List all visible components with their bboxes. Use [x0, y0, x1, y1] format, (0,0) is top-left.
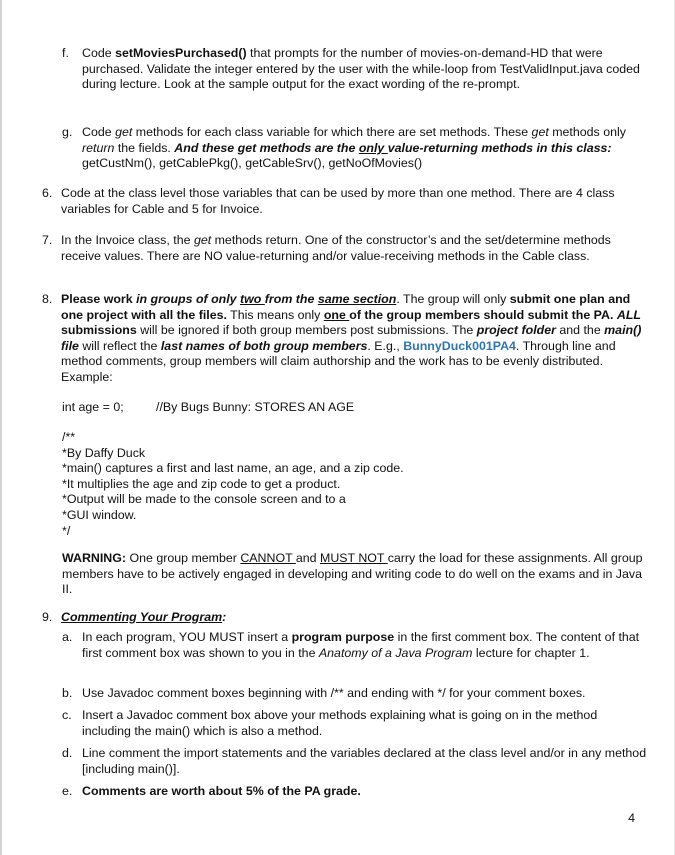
- list-item-text: Insert a Javadoc comment box above your methods explaining what is going on in the method including the main() which is also a method.: [82, 708, 598, 738]
- list-item-9a: [62, 630, 647, 661]
- list-label: 8.: [42, 292, 53, 306]
- list-item-9e: [62, 784, 647, 800]
- page-number: 4: [628, 811, 635, 825]
- list-item-text: Code get methods for each class variable for which there are set methods. These get methods only return the fields. And these get methods are the only value-returning methods in this class: getCustNm(), getCablePkg(), getCableSrv(), getNoOfMovies(): [82, 125, 626, 171]
- list-item-text: Comments are worth about 5% of the PA grade.: [82, 784, 361, 798]
- list-item-7: [42, 233, 647, 264]
- list-item-8: [42, 292, 647, 386]
- list-item-text: Please work in groups of only two from the same section. The group will only submit one plan and one project with all the files. This means only one of the group members should submit the PA. ALL submissions will be ignored if both group members post submissions. The project folder and the main() file will reflect the last names of both group members. E.g., BunnyDuck001PA4. Through line and method comments, group members will claim authorship and the work has to be evenly distributed. Example:: [61, 292, 642, 384]
- example-folder-name: BunnyDuck001PA4: [403, 338, 516, 353]
- section-heading: Commenting Your Program:: [61, 610, 227, 624]
- code-javadoc-block: [62, 430, 404, 539]
- list-label: d.: [62, 746, 73, 760]
- code-block-line: *By Daffy Duck: [62, 445, 146, 460]
- list-item-f: [62, 46, 647, 93]
- list-label: 9.: [42, 610, 53, 624]
- warning-paragraph: [62, 551, 647, 598]
- code-block-line: *main() captures a first and last name, an age, and a zip code.: [62, 461, 404, 476]
- warning-text: WARNING: One group member CANNOT and MUST NOT carry the load for these assignments. All group members have to be actively engaged in developing and writing code to do well on the exams and in Java II.: [62, 551, 643, 597]
- code-statement: int age = 0;: [62, 400, 124, 414]
- list-label: a.: [62, 630, 73, 644]
- code-comment: //By Bugs Bunny: STORES AN AGE: [156, 400, 355, 414]
- list-item-9: [42, 610, 647, 626]
- code-block-line: /**: [62, 430, 76, 444]
- list-label: c.: [62, 708, 72, 722]
- code-line-comment: [62, 400, 355, 416]
- list-item-g: [62, 125, 647, 172]
- list-label: e.: [62, 784, 73, 798]
- list-item-text: Use Javadoc comment boxes beginning with /** and ending with */ for your comment boxes.: [82, 686, 586, 700]
- list-item-9b: [62, 686, 647, 702]
- list-label: g.: [62, 125, 73, 139]
- list-item-text: In each program, YOU MUST insert a program purpose in the first comment box. The content of that first comment box was shown to you in the Anatomy of a Java Program lecture for chapter 1.: [82, 630, 640, 660]
- list-label: 6.: [42, 186, 53, 200]
- code-block-line: *Output will be made to the console screen and to a: [62, 492, 346, 507]
- list-item-text: In the Invoice class, the get methods return. One of the constructor’s and the set/determine methods receive values. There are NO value-returning and/or value-receiving methods in the Cable class.: [61, 233, 611, 263]
- code-block-line: *GUI window.: [62, 507, 137, 522]
- code-block-line: *It multiplies the age and zip code to get a product.: [62, 476, 341, 491]
- list-item-text: Code setMoviesPurchased() that prompts for the number of movies-on-demand-HD that were purchased. Validate the integer entered by the user with the while-loop from TestValidInput.java coded during lecture. Look at the sample output for the exact wording of the re-prompt.: [82, 46, 640, 92]
- list-label: b.: [62, 686, 73, 700]
- list-label: 7.: [42, 233, 53, 247]
- list-item-6: [42, 186, 647, 217]
- list-item-9d: [62, 746, 647, 777]
- list-item-text: Line comment the import statements and the variables declared at the class level and/or in any method [including main()].: [82, 746, 647, 776]
- code-block-line: */: [62, 523, 71, 538]
- list-item-9c: [62, 708, 647, 739]
- list-label: f.: [62, 46, 69, 60]
- list-item-text: Code at the class level those variables that can be used by more than one method. There are 4 class variables for Cable and 5 for Invoice.: [61, 186, 615, 216]
